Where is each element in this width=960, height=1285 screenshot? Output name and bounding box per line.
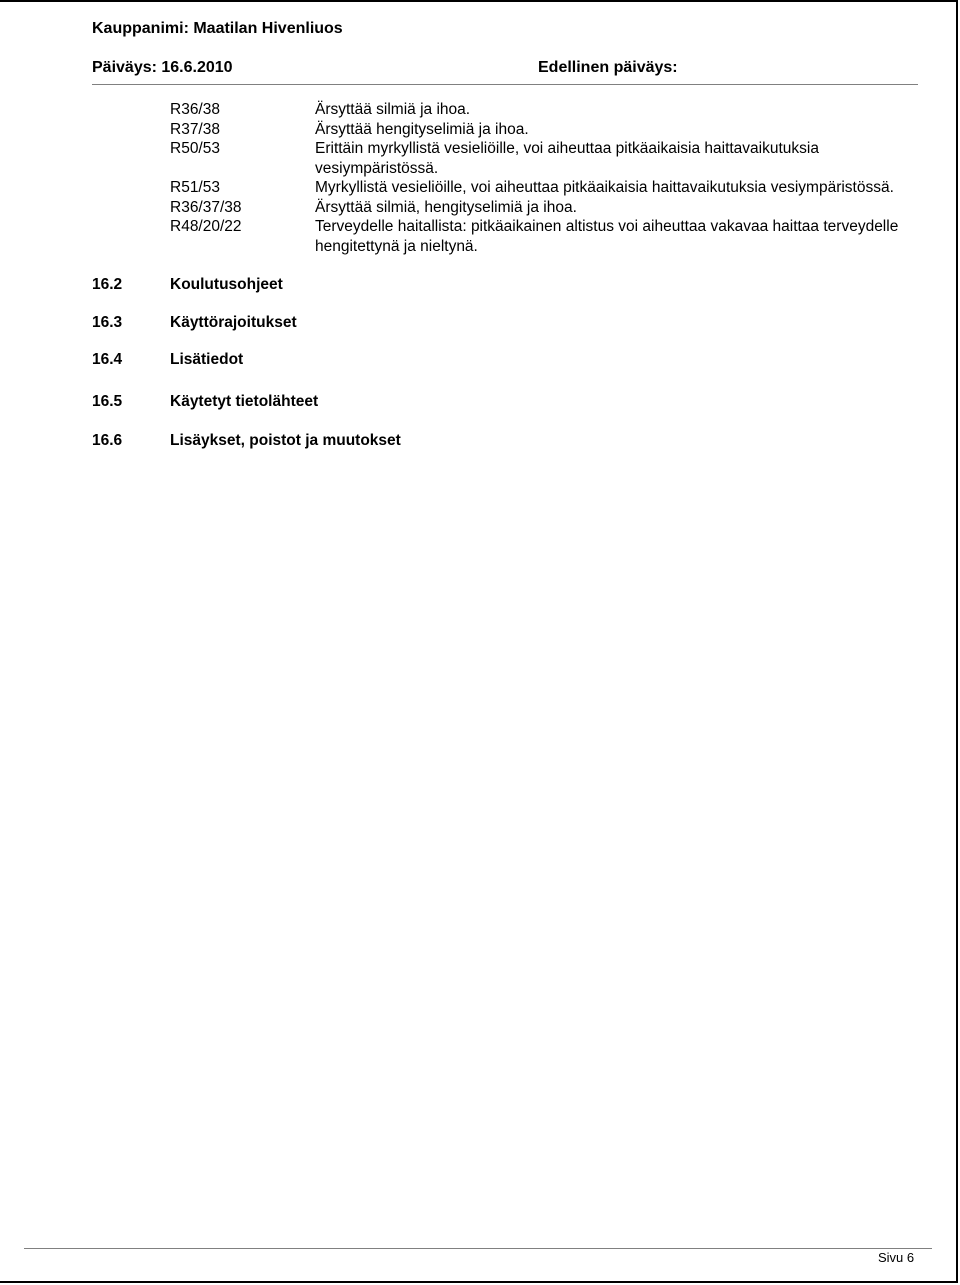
- r-phrase-code: R50/53: [170, 140, 220, 157]
- section-number: 16.3: [92, 314, 123, 331]
- r-phrase-row: [0, 120, 960, 140]
- r-phrase-row: [0, 198, 960, 218]
- company-name: Kauppanimi: Maatilan Hivenliuos: [92, 20, 343, 37]
- r-phrase-text: Myrkyllistä vesieliöille, voi aiheuttaa pitkäaikaisia haittavaikutuksia vesiympäristössä.: [315, 179, 894, 196]
- r-phrase-text: Ärsyttää silmiä, hengityselimiä ja ihoa.: [315, 198, 577, 216]
- section-number: 16.5: [92, 393, 123, 410]
- footer-divider: [24, 1248, 932, 1249]
- section-title: Käyttörajoitukset: [170, 314, 297, 331]
- section-title: Koulutusohjeet: [170, 276, 283, 293]
- r-phrase-row: [0, 217, 960, 256]
- section-title: Lisätiedot: [170, 351, 244, 368]
- document-date: Päiväys: 16.6.2010: [92, 59, 233, 76]
- header-divider: [92, 84, 918, 85]
- section-title: Käytetyt tietolähteet: [170, 393, 319, 410]
- r-phrase-code: R37/38: [170, 120, 220, 138]
- r-phrase-row: [0, 178, 960, 198]
- page-number: Sivu 6: [878, 1250, 915, 1265]
- previous-date: Edellinen päiväys:: [538, 59, 678, 76]
- r-phrase-code: R48/20/22: [170, 218, 242, 235]
- r-phrase-text: Erittäin myrkyllistä vesieliöille, voi aiheuttaa pitkäaikaisia haittavaikutuksia vesiympäristössä.: [315, 140, 819, 177]
- r-phrase-code: R36/37/38: [170, 198, 242, 216]
- section-number: 16.2: [92, 276, 123, 293]
- r-phrase-row: [0, 139, 960, 178]
- section-number: 16.4: [92, 351, 123, 368]
- r-phrase-list: [0, 100, 960, 256]
- r-phrase-text: Ärsyttää hengityselimiä ja ihoa.: [315, 120, 529, 138]
- r-phrase-text: Ärsyttää silmiä ja ihoa.: [315, 101, 471, 118]
- r-phrase-code: R36/38: [170, 101, 220, 118]
- r-phrase-code: R51/53: [170, 179, 220, 196]
- r-phrase-text: Terveydelle haitallista: pitkäaikainen altistus voi aiheuttaa vakavaa haittaa terveydelle hengitettynä ja nieltynä.: [315, 218, 899, 255]
- section-title: Lisäykset, poistot ja muutokset: [170, 432, 401, 449]
- r-phrase-row: [0, 100, 960, 120]
- section-number: 16.6: [92, 432, 123, 449]
